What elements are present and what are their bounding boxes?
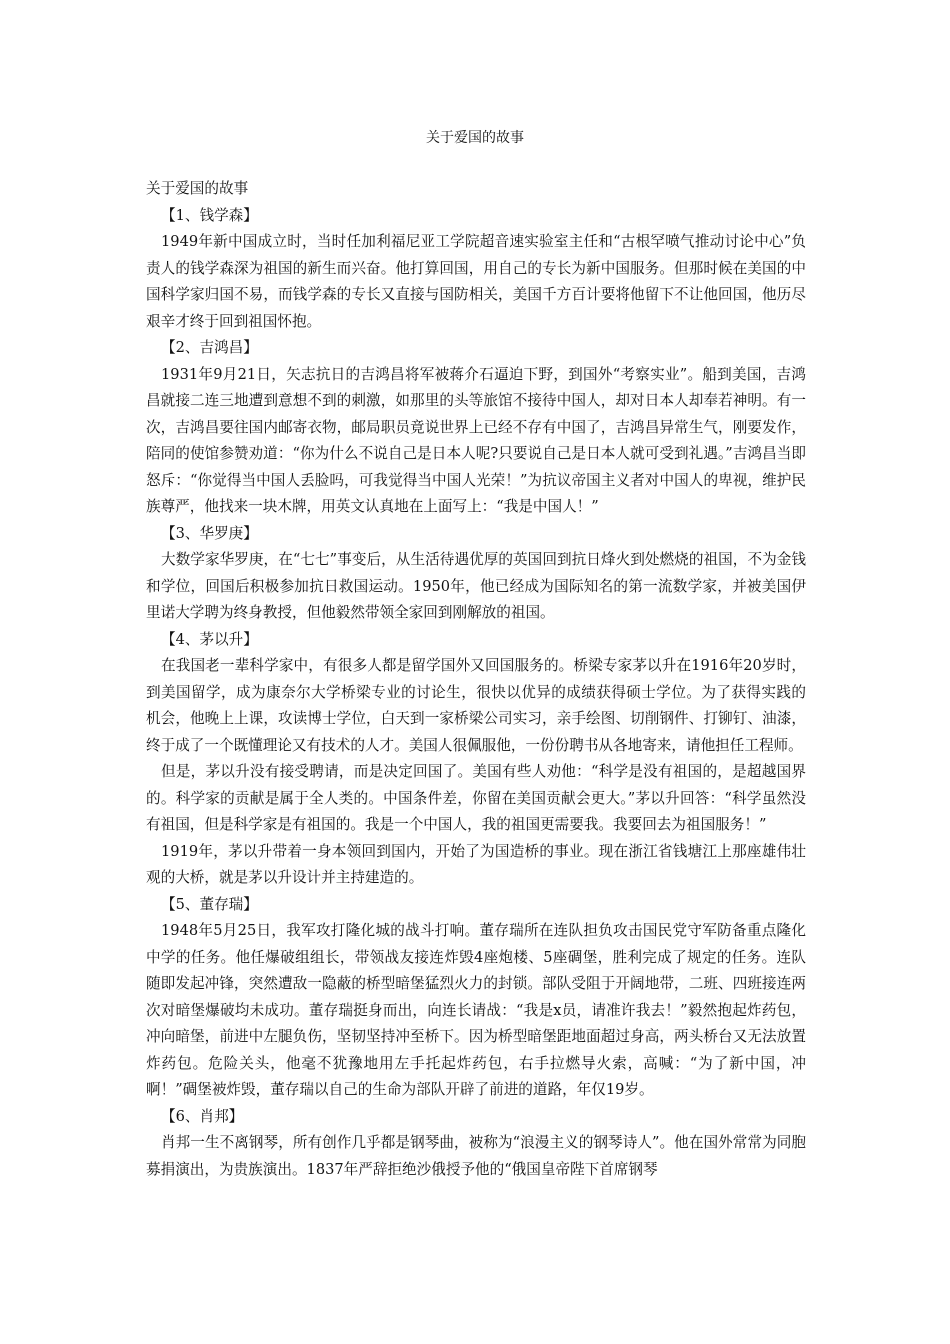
section-paragraph: 大数学家华罗庚，在“七七”事变后，从生活待遇优厚的英国回到抗日烽火到处燃烧的祖国，不为金钱和学位，回国后积极参加抗日救国运动。1950年，他已经成为国际知名的第一流数学家，并被美国伊里诺大学聘为终身教授，但他毅然带领全家回到刚解放的祖国。: [146, 551, 806, 621]
section-paragraph: 1948年5月25日，我军攻打隆化城的战斗打响。董存瑞所在连队担负攻击国民党守军防备重点隆化中学的任务。他任爆破组组长，带领战友接连炸毁4座炮楼、5座碉堡，胜利完成了规定的任务。连队随即发起冲锋，突然遭敌一隐蔽的桥型暗堡猛烈火力的封锁。部队受阻于开阔地带，二班、四班接连两次对暗堡爆破均未成功。董存瑞挺身而出，向连长请战：“我是x员，请准许我去！”毅然抱起炸药包，冲向暗堡，前进中左腿负伤，坚韧坚持冲至桥下。因为桥型暗堡距地面超过身高，两头桥台又无法放置炸药包。危险关头，他毫不犹豫地用左手托起炸药包，右手拉燃导火索，高喊：“为了新中国，冲啊！”碉堡被炸毁，董存瑞以自己的生命为部队开辟了前进的道路，年仅19岁。: [146, 922, 806, 1098]
document-subtitle: 关于爱国的故事: [146, 180, 249, 197]
section-paragraph: 但是，茅以升没有接受聘请，而是决定回国了。美国有些人劝他：“科学是没有祖国的，是超越国界的。科学家的贡献是属于全人类的。中国条件差，你留在美国贡献会更大。”茅以升回答：“科学虽然没有祖国，但是科学家是有祖国的。我是一个中国人，我的祖国更需要我。我要回去为祖国服务！”: [146, 763, 806, 833]
section-paragraph: 1949年新中国成立时，当时任加利福尼亚工学院超音速实验室主任和“古根罕喷气推动讨论中心”负责人的钱学森深为祖国的新生而兴奋。他打算回国，用自己的专长为新中国服务。但那时候在美国的中国科学家归国不易，而钱学森的专长又直接与国防相关，美国千方百计要将他留下不让他回国，他历尽艰辛才终于回到祖国怀抱。: [146, 233, 806, 330]
section-paragraph: 1931年9月21日，矢志抗日的吉鸿昌将军被蒋介石逼迫下野，到国外“考察实业”。船到美国，吉鸿昌就接二连三地遭到意想不到的刺激，如那里的头等旅馆不接待中国人，却对日本人却奉若神明。有一次，吉鸿昌要往国内邮寄衣物，邮局职员竟说世界上已经不存有中国了，吉鸿昌异常生气，刚要发作，陪同的使馆参赞劝道：“你为什么不说自己是日本人呢?只要说自己是日本人就可受到礼遇。”吉鸿昌当即怒斥：“你觉得当中国人丢脸吗，可我觉得当中国人光荣！”为抗议帝国主义者对中国人的卑视，维护民族尊严，他找来一块木牌，用英文认真地在上面写上：“我是中国人！”: [146, 365, 806, 515]
section-heading-ji-hongchang: 【2、吉鸿昌】: [161, 339, 258, 356]
section-heading-dong-cunrui: 【5、董存瑞】: [161, 895, 258, 913]
section-paragraph: 1919年，茅以升带着一身本领回到国内，开始了为国造桥的事业。现在浙江省钱塘江上那座雄伟壮观的大桥，就是茅以升设计并主持建造的。: [146, 842, 806, 886]
section-heading-hua-luogeng: 【3、华罗庚】: [161, 524, 258, 542]
section-heading-qian-xuesen: 【1、钱学森】: [161, 206, 258, 224]
section-heading-chopin: 【6、肖邦】: [161, 1107, 244, 1125]
document-body: [146, 176, 806, 1183]
section-heading-mao-yisheng: 【4、茅以升】: [161, 630, 258, 648]
section-paragraph: 在我国老一辈科学家中，有很多人都是留学国外又回国服务的。桥梁专家茅以升在1916年20岁时，到美国留学，成为康奈尔大学桥梁专业的讨论生，很快以优异的成绩获得硕士学位。为了获得实践的 机会，他晚上上课，攻读博士学位，白天到一家桥梁公司实习，亲手绘图、切削钢件、打铆钉、油漆，终于成了一个既懂理论又有技术的人才。美国人很佩服他，一份份聘书从各地寄来，请他担任工程师。: [146, 657, 806, 754]
document-title: 关于爱国的故事: [426, 130, 524, 146]
section-paragraph: 肖邦一生不离钢琴，所有创作几乎都是钢琴曲，被称为“浪漫主义的钢琴诗人”。他在国外常常为同胞募捐演出，为贵族演出。1837年严辞拒绝沙俄授予他的“俄国皇帝陛下首席钢琴: [146, 1134, 806, 1178]
